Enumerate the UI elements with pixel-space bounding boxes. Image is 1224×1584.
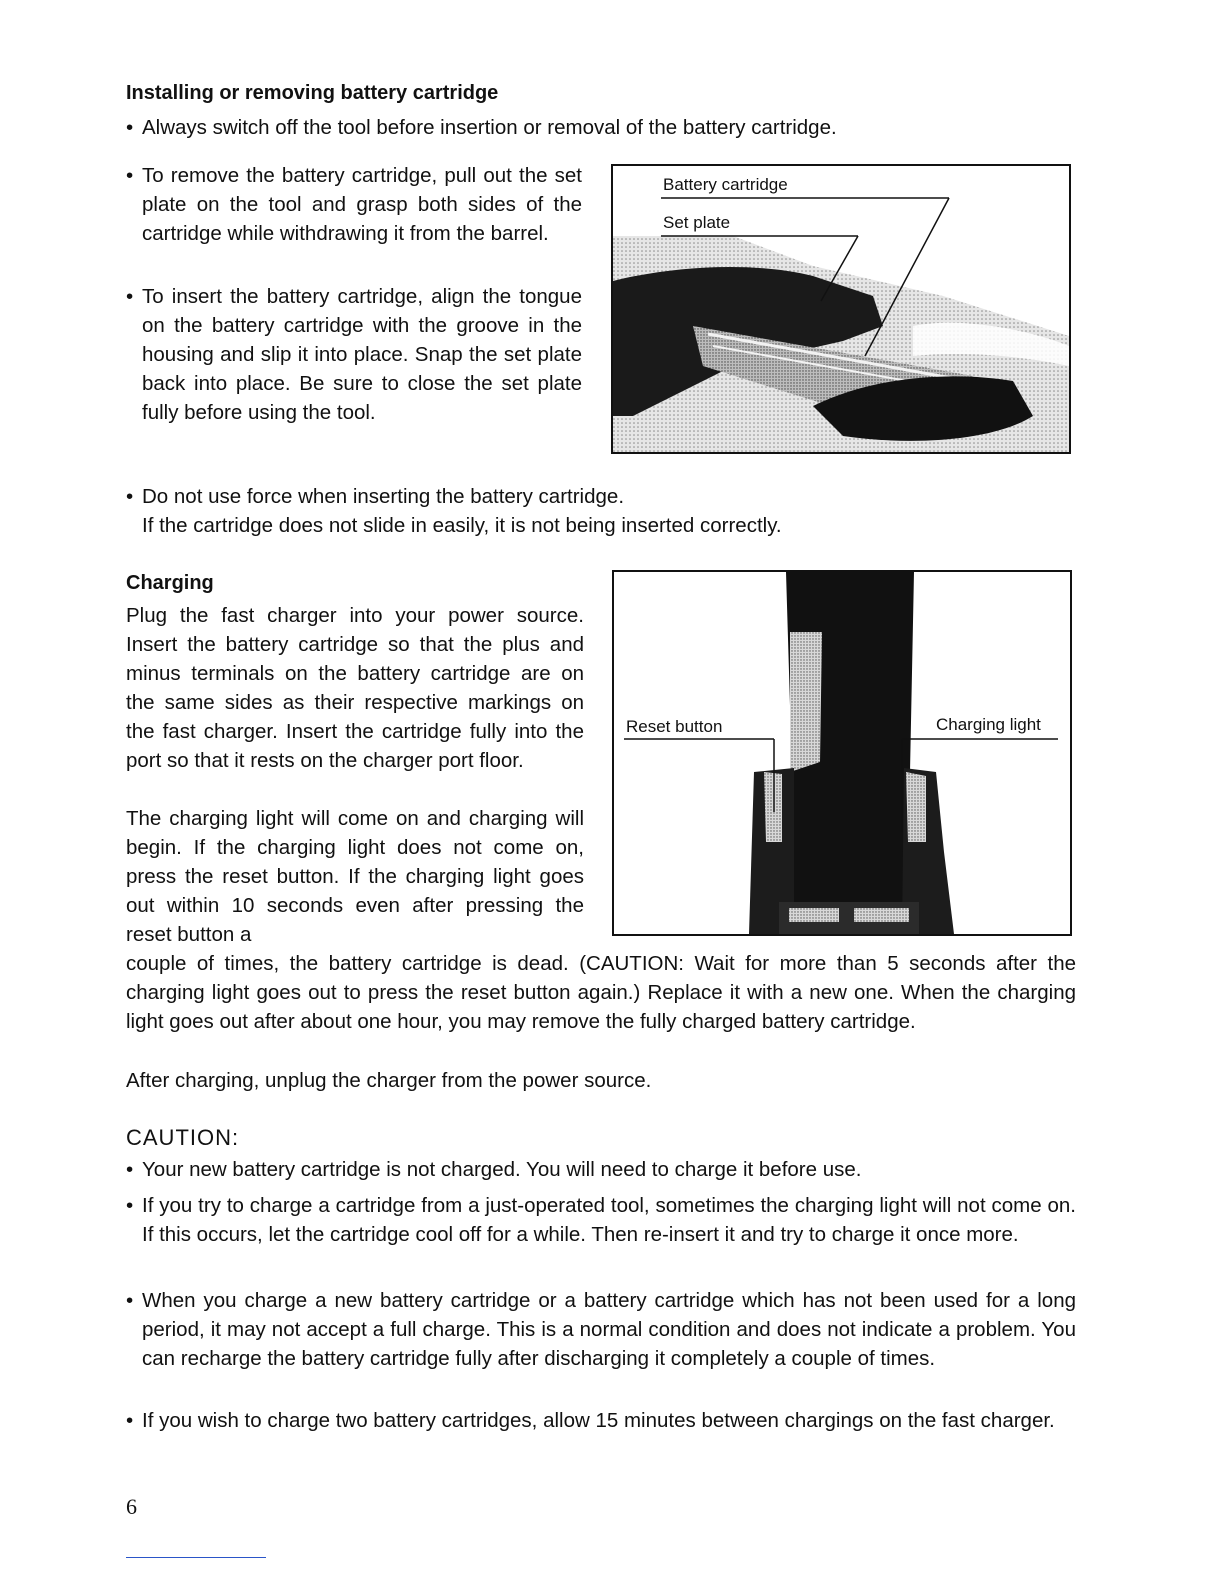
bullet-text: When you charge a new battery cartridge or a battery cartridge which has not been used for a long period, it may not accept a full charge. This is a normal condition and does not indicate a problem. You can recharge the battery cartridge fully after discharging it completely a couple of times. (142, 1289, 1076, 1370)
bullet-glyph: • (126, 164, 134, 187)
bullet-glyph: • (126, 285, 134, 308)
bullet-text: Your new battery cartridge is not charged. You will need to charge it before use. (142, 1158, 862, 1181)
bullet-glyph: • (126, 1194, 134, 1217)
label-set-plate: Set plate (663, 213, 731, 232)
label-reset-button: Reset button (626, 717, 723, 736)
paragraph-after-charging: After charging, unplug the charger from the power source. (126, 1069, 652, 1092)
figure-battery-cartridge (611, 164, 1071, 454)
caution-heading: CAUTION: (126, 1125, 240, 1150)
bullet-glyph: • (126, 116, 134, 139)
bullet-text: To remove the battery cartridge, pull out the set plate on the tool and grasp both sides of the cartridge while withdrawing it from the barrel. (142, 164, 582, 245)
section-heading-installing: Installing or removing battery cartridge (126, 82, 499, 104)
page-number: 6 (126, 1494, 137, 1519)
bullet-text-line2: If the cartridge does not slide in easily, it is not being inserted correctly. (142, 514, 782, 537)
section-heading-charging: Charging (126, 572, 214, 594)
bullet-text: If you wish to charge two battery cartridges, allow 15 minutes between chargings on the fast charger. (142, 1409, 1055, 1432)
bullet-glyph: • (126, 1409, 134, 1432)
bullet-glyph: • (126, 1158, 134, 1181)
label-charging-light: Charging light (936, 715, 1041, 734)
bullet-text: To insert the battery cartridge, align the tongue on the battery cartridge with the groove in the housing and slip it into place. Snap the set plate back into place. Be sure to close the set plate fully before using the tool. (142, 285, 582, 424)
bullet-text: If you try to charge a cartridge from a just-operated tool, sometimes the charging light will not come on. If this occurs, let the cartridge cool off for a while. Then re-insert it and try to charge it once more. (142, 1194, 1076, 1246)
paragraph-charging: Plug the fast charger into your power source. Insert the battery cartridge so that the plus and minus terminals on the battery cartridge are on the same sides as their respective markings on the fast charger. Insert the cartridge fully into the port so that it rests on the charger port floor. (126, 604, 584, 772)
bullet-text: Do not use force when inserting the battery cartridge. (142, 485, 625, 508)
figure-fast-charger (612, 570, 1072, 936)
paragraph-charging-continued: couple of times, the battery cartridge is dead. (CAUTION: Wait for more than 5 seconds after the charging light goes out to press the reset button again.) Replace it with a new one. When the charging light goes out after about one hour, you may remove the fully charged battery cartridge. (126, 952, 1076, 1033)
footer-rule (126, 1557, 266, 1558)
label-battery-cartridge: Battery cartridge (663, 175, 788, 194)
paragraph-charging-light: The charging light will come on and charging will begin. If the charging light does not come on, press the reset button. If the charging light goes out within 10 seconds even after pressing the reset button a (126, 807, 584, 946)
bullet-glyph: • (126, 1289, 134, 1312)
bullet-glyph: • (126, 485, 134, 508)
bullet-text: Always switch off the tool before insertion or removal of the battery cartridge. (142, 116, 837, 139)
